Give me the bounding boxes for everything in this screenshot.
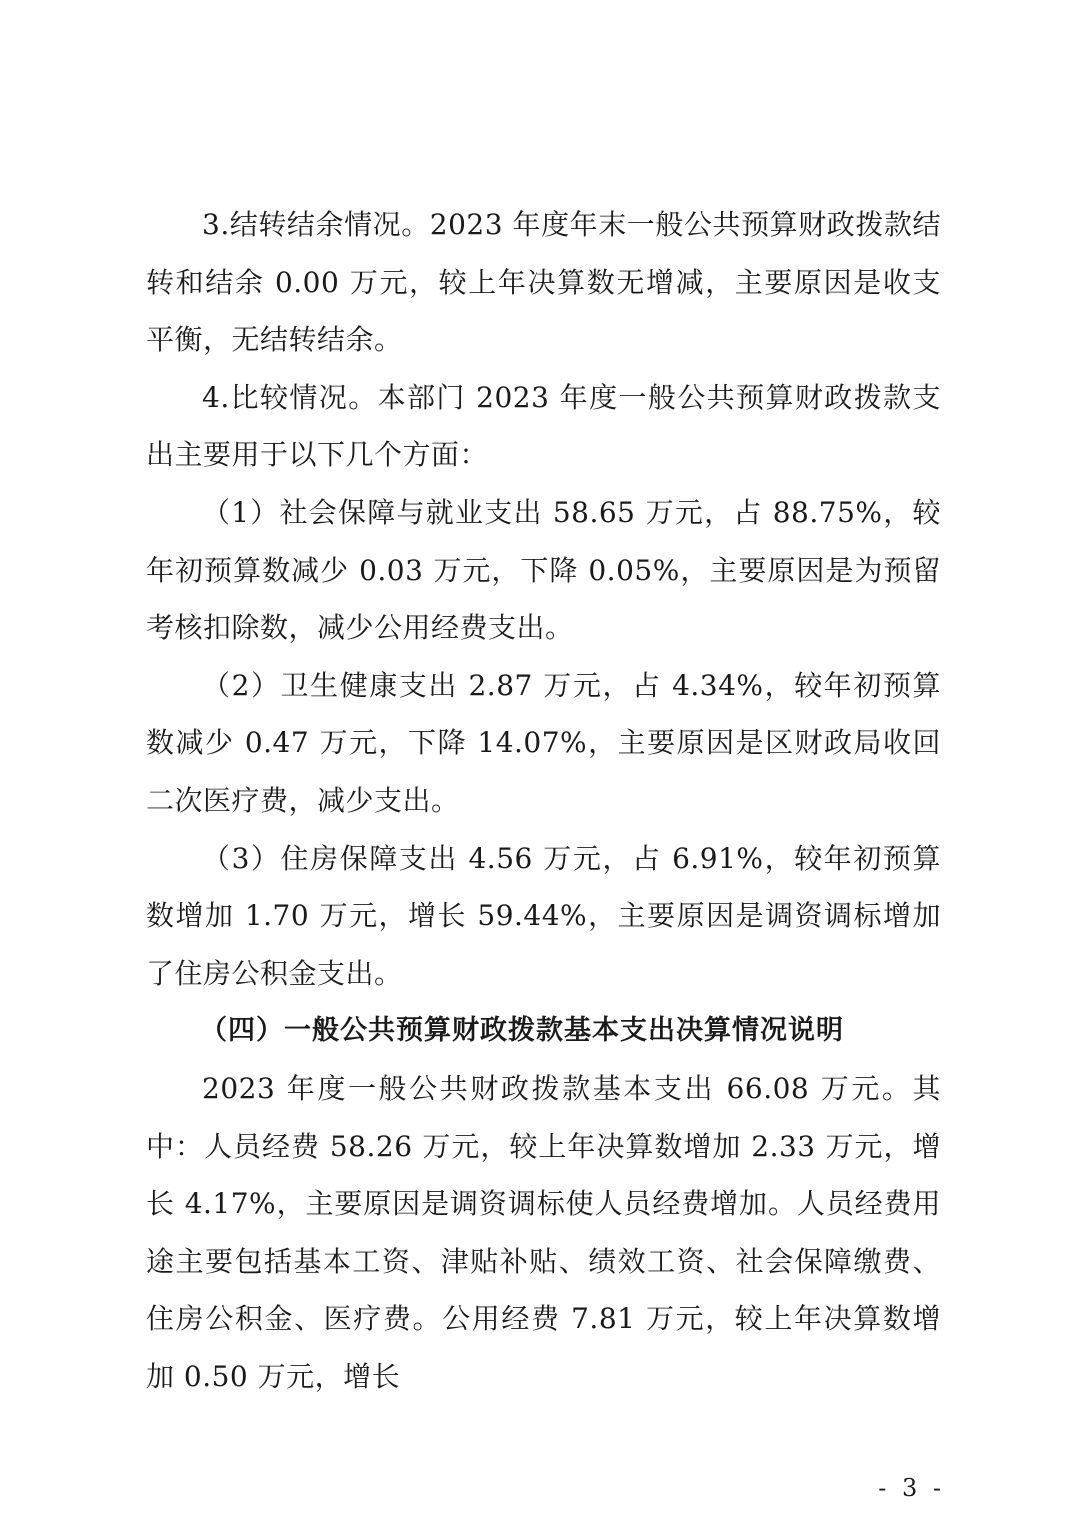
paragraph-social-security: （1）社会保障与就业支出 58.65 万元，占 88.75%，较年初预算数减少 0.03 万元，下降 0.05%，主要原因是为预留考核扣除数，减少公用经费支出。 — [146, 495, 941, 645]
paragraph-comparison-intro: 4.比较情况。本部门 2023 年度一般公共预算财政拨款支出主要用于以下几个方面： — [146, 380, 941, 472]
document-body — [146, 196, 941, 1405]
paragraph-health: （2）卫生健康支出 2.87 万元，占 4.34%，较年初预算数减少 0.47 万元，下降 14.07%，主要原因是区财政局收回二次医疗费，减少支出。 — [146, 668, 941, 817]
page-number: - 3 - — [878, 1474, 945, 1502]
paragraph-housing: （3）住房保障支出 4.56 万元，占 6.91%，较年初预算数增加 1.70 万元，增长 59.44%，主要原因是调资调标增加了住房公积金支出。 — [146, 841, 941, 990]
paragraph-carryover-balance: 3.结转结余情况。2023 年度年末一般公共预算财政拨款结转和结余 0.00 万元，较上年决算数无增减，主要原因是收支平衡，无结转结余。 — [146, 208, 941, 357]
section-heading-basic-expenditure: （四）一般公共预算财政拨款基本支出决算情况说明 — [200, 1015, 844, 1047]
paragraph-basic-expenditure: 2023 年度一般公共财政拨款基本支出 66.08 万元。其中：人员经费 58.26 万元，较上年决算数增加 2.33 万元，增长 4.17%，主要原因是调资调标使人员经费增加。人员经费用途主要包括基本工资、津贴补贴、绩效工资、社会保障缴费、住房公积金、医疗费。公用经费 7.81 万元，较上年决算数增加 0.50 万元，增长 — [146, 1071, 941, 1393]
